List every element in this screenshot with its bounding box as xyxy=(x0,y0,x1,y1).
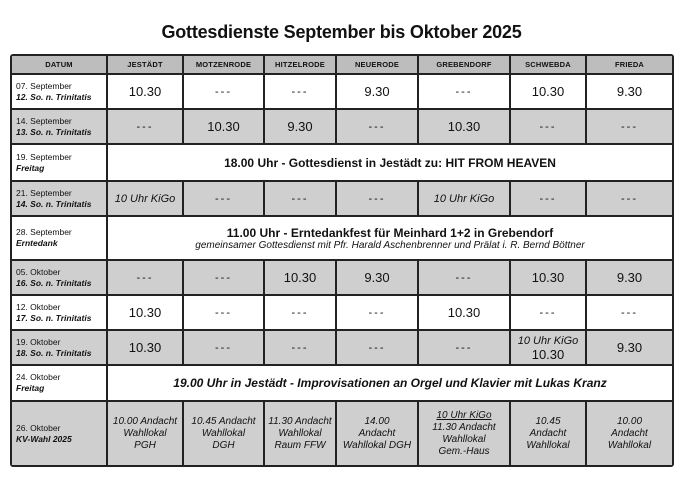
date-cell xyxy=(12,145,106,180)
line: 10 Uhr KiGo xyxy=(436,409,492,421)
line: Wahllokal xyxy=(442,433,486,445)
time-cell: 9.30 xyxy=(337,75,417,108)
date-label: 19. Oktober xyxy=(16,336,61,347)
time-cell: --- xyxy=(511,296,585,329)
election-cell xyxy=(184,402,263,465)
date-sublabel: Freitag xyxy=(16,383,45,393)
date-label: 12. Oktober xyxy=(16,301,61,312)
date-sublabel: 12. So. n. Trinitatis xyxy=(16,91,92,102)
time-cell: --- xyxy=(337,182,417,215)
line: Andacht xyxy=(529,427,567,439)
date-sublabel: 14. So. n. Trinitatis xyxy=(16,198,92,209)
time-cell: --- xyxy=(265,296,335,329)
date-cell xyxy=(12,402,106,465)
time-cell: --- xyxy=(511,182,585,215)
line: Andacht xyxy=(611,427,648,439)
line: 11.30 Andacht xyxy=(432,421,496,433)
event-cell xyxy=(108,366,672,400)
time-cell: 10.30 xyxy=(184,110,263,143)
time-cell: --- xyxy=(587,110,672,143)
date-cell xyxy=(12,110,106,143)
time-cell: --- xyxy=(511,110,585,143)
time-cell: 9.30 xyxy=(587,331,672,364)
time-cell: 9.30 xyxy=(265,110,335,143)
date-sublabel: Erntedank xyxy=(16,238,58,248)
time-cell: 10 Uhr KiGo xyxy=(419,182,509,215)
date-cell xyxy=(12,296,106,329)
time-cell: 10.30 xyxy=(108,75,182,108)
schedule-table xyxy=(10,54,674,467)
time-cell: --- xyxy=(184,261,263,294)
line: 10.45 Andacht xyxy=(191,415,256,427)
line: 11.30 Andacht xyxy=(268,415,332,427)
column-header-hitzelrode: HITZELRODE xyxy=(265,56,335,73)
time-cell: --- xyxy=(265,75,335,108)
event-text: 19.00 Uhr in Jestädt - Improvisationen an Orgel und Klavier mit Lukas Kranz xyxy=(173,376,607,390)
time-cell: --- xyxy=(419,75,509,108)
line: Raum FFW xyxy=(274,439,326,451)
column-header-jestaedt: JESTÄDT xyxy=(108,56,182,73)
line: DGH xyxy=(212,439,235,451)
time-cell: --- xyxy=(587,296,672,329)
time-cell: --- xyxy=(265,331,335,364)
date-sublabel: 13. So. n. Trinitatis xyxy=(16,126,92,137)
election-cell xyxy=(108,402,182,465)
date-sublabel: Freitag xyxy=(16,162,45,173)
event-text: 11.00 Uhr - Erntedankfest für Meinhard 1+2 in Grebendorf xyxy=(226,225,554,240)
date-sublabel: 17. So. n. Trinitatis xyxy=(16,312,92,323)
date-cell xyxy=(12,182,106,215)
line: Andacht xyxy=(358,427,396,439)
line: 10.45 xyxy=(535,415,561,427)
election-cell xyxy=(337,402,417,465)
time-cell: 10.30 xyxy=(419,296,509,329)
time-cell: --- xyxy=(337,296,417,329)
date-label: 14. September xyxy=(16,115,72,126)
time-cell: 10.30 xyxy=(419,110,509,143)
date-label: 28. September xyxy=(16,227,72,237)
date-cell xyxy=(12,261,106,294)
date-cell xyxy=(12,331,106,364)
time-cell: 10.30 xyxy=(511,261,585,294)
time-cell: 10.30 xyxy=(108,296,182,329)
line: 10.00 xyxy=(616,415,643,427)
time-cell: 10.30 xyxy=(265,261,335,294)
date-label: 07. September xyxy=(16,80,72,91)
election-cell xyxy=(587,402,672,465)
time-cell: --- xyxy=(337,110,417,143)
column-header-frieda: FRIEDA xyxy=(587,56,672,73)
date-sublabel: 18. So. n. Trinitatis xyxy=(16,347,92,358)
time-cell-multi xyxy=(511,331,585,364)
time-cell: --- xyxy=(108,110,182,143)
line: Wahllokal xyxy=(607,439,652,451)
column-header-datum: DATUM xyxy=(12,56,106,73)
time-cell: 10.30 xyxy=(108,331,182,364)
line: 14.00 xyxy=(364,415,390,427)
column-header-motzenrode: MOTZENRODE xyxy=(184,56,263,73)
election-cell xyxy=(511,402,585,465)
line: Wahllokal xyxy=(201,427,246,439)
time-cell: --- xyxy=(265,182,335,215)
line: 10.00 Andacht xyxy=(112,415,178,427)
time-cell: --- xyxy=(184,75,263,108)
kigo-label: 10 Uhr KiGo xyxy=(517,334,579,347)
time-cell: 10 Uhr KiGo xyxy=(108,182,182,215)
event-cell xyxy=(108,217,672,259)
line: Gem.-Haus xyxy=(438,445,490,457)
time-cell: 9.30 xyxy=(337,261,417,294)
time-cell: --- xyxy=(184,182,263,215)
time-label: 10.30 xyxy=(531,346,565,362)
time-cell: --- xyxy=(184,331,263,364)
date-label: 21. September xyxy=(16,187,72,198)
time-cell: --- xyxy=(587,182,672,215)
date-cell xyxy=(12,75,106,108)
event-cell xyxy=(108,145,672,180)
date-label: 24. Oktober xyxy=(16,372,61,382)
line: Wahllokal DGH xyxy=(342,439,412,451)
event-text: 18.00 Uhr - Gottesdienst in Jestädt zu: HIT FROM HEAVEN xyxy=(224,155,556,170)
date-sublabel: 16. So. n. Trinitatis xyxy=(16,277,92,288)
time-cell: --- xyxy=(184,296,263,329)
page-title: Gottesdienste September bis Oktober 2025 xyxy=(161,22,522,42)
line: Wahllokal xyxy=(123,427,167,439)
date-sublabel: KV-Wahl 2025 xyxy=(16,433,72,444)
line: Wahllokal xyxy=(526,439,570,451)
date-label: 05. Oktober xyxy=(16,266,61,277)
time-cell: --- xyxy=(419,331,509,364)
election-cell xyxy=(265,402,335,465)
time-cell: 10.30 xyxy=(511,75,585,108)
date-cell xyxy=(12,217,106,259)
date-label: 19. September xyxy=(16,151,72,162)
event-subtext: gemeinsamer Gottesdienst mit Pfr. Harald Aschenbrenner und Prälat i. R. Bernd Böttner xyxy=(195,239,585,251)
time-cell: 9.30 xyxy=(587,75,672,108)
date-label: 26. Oktober xyxy=(16,422,61,433)
time-cell: --- xyxy=(337,331,417,364)
time-cell: --- xyxy=(419,261,509,294)
line: PGH xyxy=(134,439,156,451)
time-cell: 9.30 xyxy=(587,261,672,294)
column-header-neuerode: NEUERODE xyxy=(337,56,417,73)
time-cell: --- xyxy=(108,261,182,294)
column-header-grebendorf: GREBENDORF xyxy=(419,56,509,73)
column-header-schwebda: SCHWEBDA xyxy=(511,56,585,73)
election-cell xyxy=(419,402,509,465)
date-cell xyxy=(12,366,106,400)
line: Wahllokal xyxy=(278,427,322,439)
